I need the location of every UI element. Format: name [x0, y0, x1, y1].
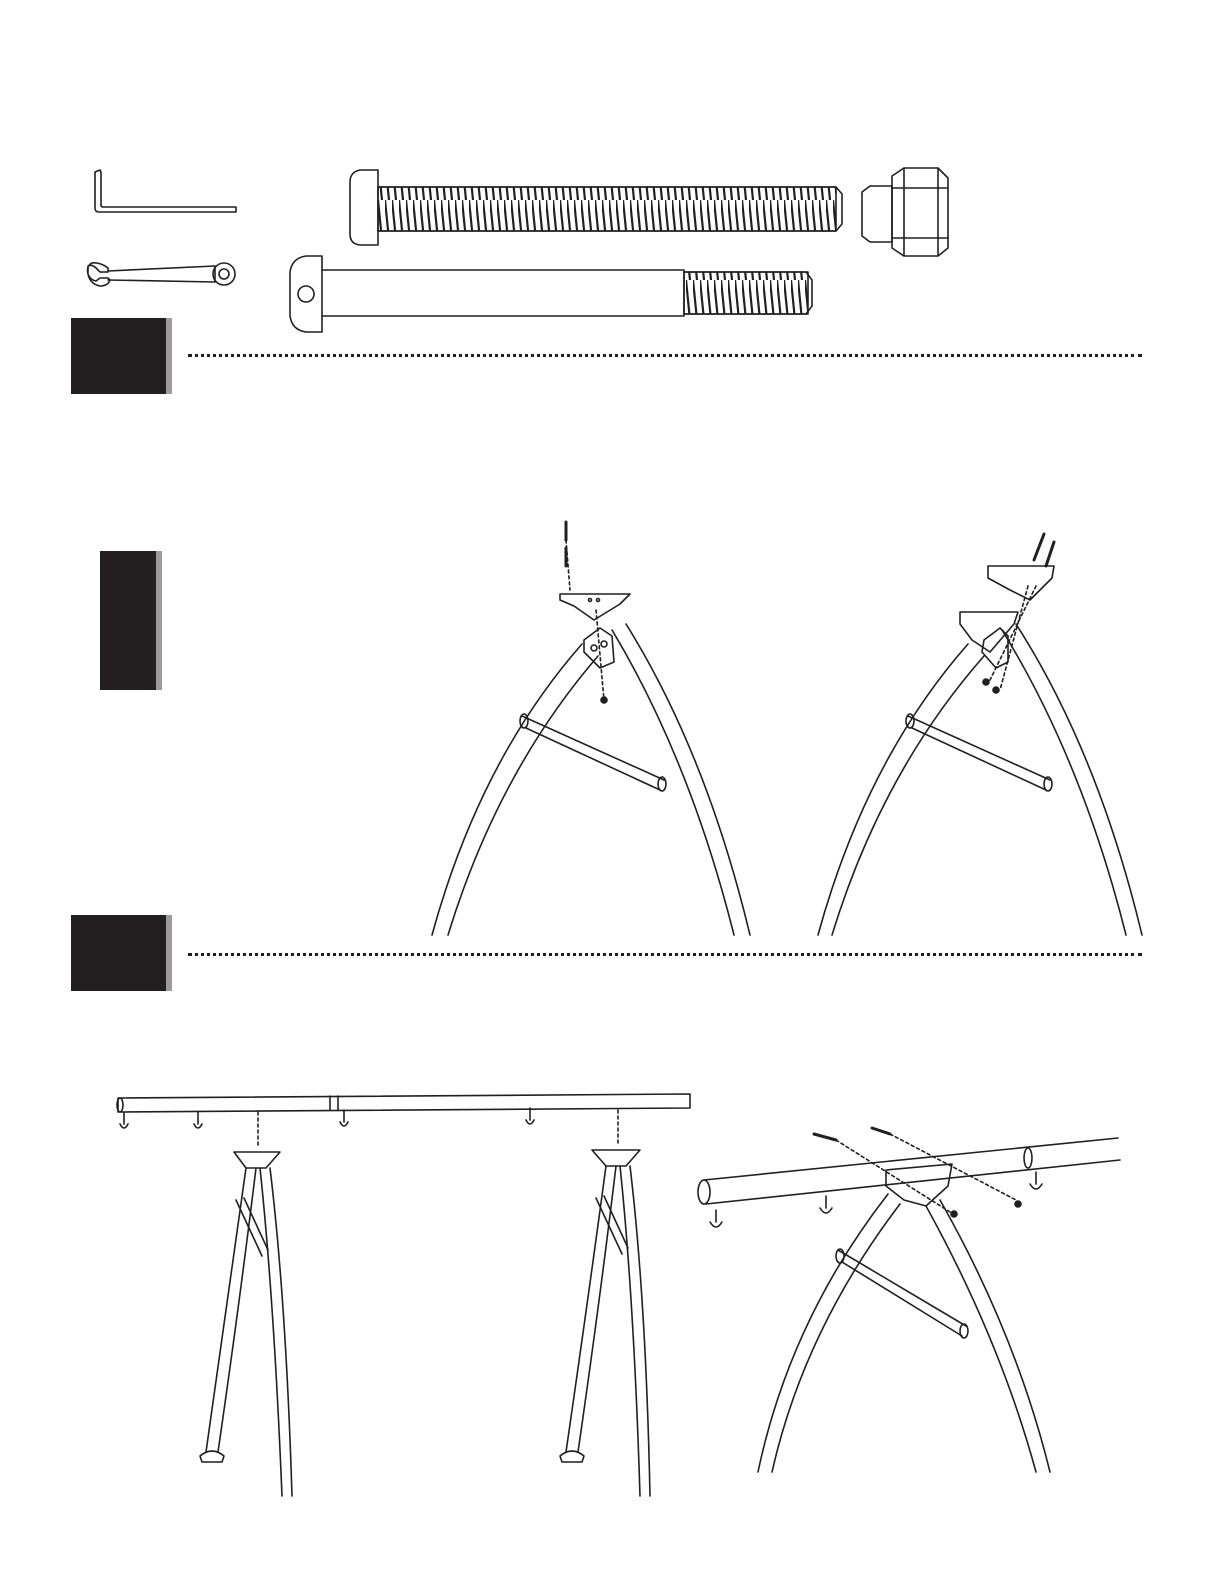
fully-threaded-bolt-icon — [350, 170, 842, 245]
hex-key-icon — [95, 170, 236, 212]
top-beam-mount-figure — [117, 1094, 690, 1496]
bracket-attach-figure-right — [818, 534, 1142, 935]
lock-nut-icon — [862, 168, 948, 256]
open-end-wrench-icon — [88, 263, 236, 286]
bracket-attach-figure-left — [432, 522, 750, 935]
partially-threaded-bolt-icon — [290, 256, 812, 332]
top-beam-detail-figure — [698, 1128, 1120, 1472]
